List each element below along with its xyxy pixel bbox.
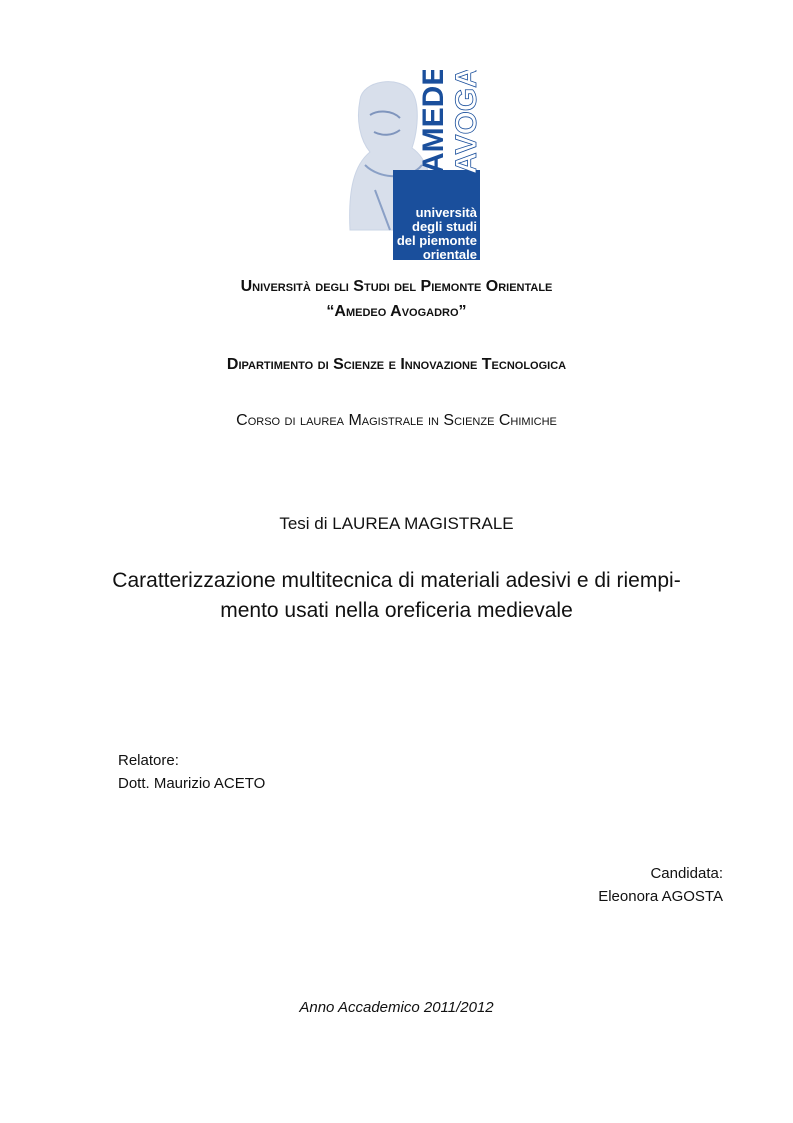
university-logo <box>340 70 490 262</box>
thesis-title-line-1: Caratterizzazione multitecnica di materiali adesivi e di riempi- <box>112 569 681 592</box>
candidate-block <box>598 862 723 908</box>
thesis-title <box>0 566 793 626</box>
university-dedication: “Amedeo Avogadro” <box>326 303 467 320</box>
candidate-label: Candidata: <box>650 865 723 882</box>
thesis-type: Tesi di LAUREA MAGISTRALE <box>279 514 514 533</box>
university-logo-icon <box>340 70 490 262</box>
logo-vertical-words <box>417 70 483 174</box>
svg-text:degli studi: degli studi <box>412 219 477 234</box>
svg-text:orientale: orientale <box>422 247 477 262</box>
academic-year: Anno Accademico 2011/2012 <box>299 999 494 1016</box>
supervisor-label: Relatore: <box>118 752 179 769</box>
supervisor-block <box>118 749 265 795</box>
thesis-title-line-2: mento usati nella oreficeria medievale <box>220 599 573 622</box>
candidate-name: Eleonora AGOSTA <box>598 888 723 905</box>
svg-text:del piemonte: del piemonte <box>396 233 477 248</box>
svg-text:università: università <box>415 205 477 220</box>
svg-text:AVOGADRO: AVOGADRO <box>450 70 483 174</box>
department-name: Dipartimento di Scienze e Innovazione Tecnologica <box>226 356 567 373</box>
university-name: Università degli Studi del Piemonte Orientale <box>240 278 553 295</box>
course-name: Corso di laurea Magistrale in Scienze Chimiche <box>236 412 557 429</box>
svg-text:AMEDEO: AMEDEO <box>417 70 450 174</box>
supervisor-name: Dott. Maurizio ACETO <box>118 775 266 792</box>
